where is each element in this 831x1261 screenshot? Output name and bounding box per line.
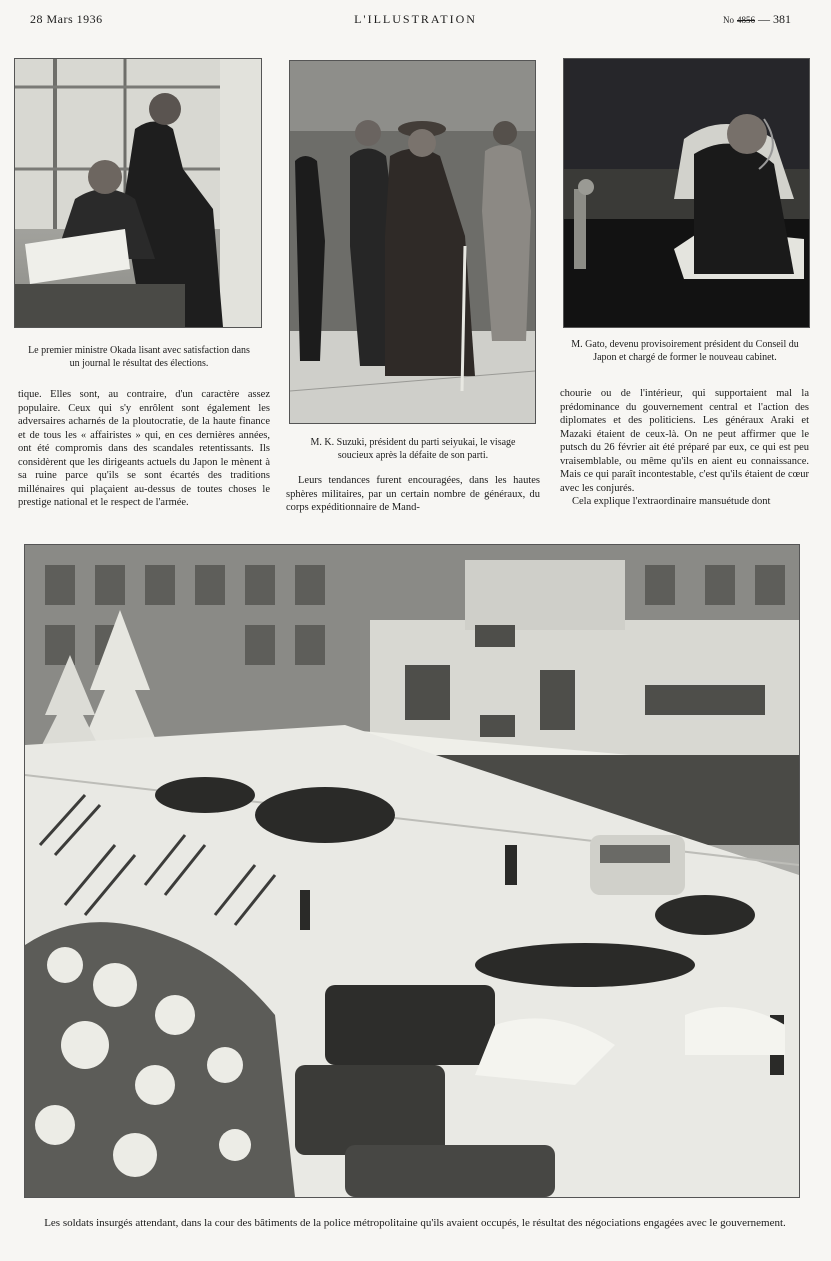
issue-number-prefix: No — [723, 15, 734, 25]
page-header — [0, 12, 831, 30]
article-column-1 — [18, 388, 270, 510]
photo-gato-image — [564, 59, 809, 327]
photo-soldiers-courtyard — [24, 544, 800, 1198]
caption-okada: Le premier ministre Okada lisant avec satisfaction dans un journal le résultat des élections. — [28, 345, 250, 369]
article-col3-paragraph-2: Cela explique l'extraordinaire mansuétude dont — [572, 496, 771, 507]
caption-gato: M. Gato, devenu provisoirement président du Conseil du Japon et chargé de former le nouveau cabinet. — [571, 339, 799, 363]
issue-date: 28 Mars 1936 — [30, 12, 103, 26]
dash: — — [758, 12, 770, 26]
article-column-3 — [560, 387, 809, 509]
page-number: 381 — [773, 12, 791, 26]
magazine-title: L'ILLUSTRATION — [354, 12, 477, 26]
article-col3-paragraph-1: chourie ou de l'intérieur, qui supportaient mal la prédominance du gouvernement central et l'action des diplomates et des politiciens. Les généraux Araki et Mazaki étaient de ceux-là. On ne peut affirmer que le putsch du 26 février ait été préparé par eux, ce qui est peu vraisemblable, ou même qu'ils en aient eu connaissance. Mais ce qui paraît incontestable, c'est qu'ils étaient de cœur avec les conjurés. — [560, 388, 809, 494]
issue-number: 4856 — [737, 15, 755, 25]
caption-soldiers: Les soldats insurgés attendant, dans la cour des bâtiments de la police métropolitaine qu'ils avaient occupés, le résultat des négociations engagées avec le gouvernement. — [44, 1217, 786, 1229]
photo-okada — [14, 58, 262, 328]
photo-okada-image — [15, 59, 261, 327]
photo-suzuki — [289, 60, 536, 424]
caption-suzuki: M. K. Suzuki, président du parti seiyukai, le visage soucieux après la défaite de son parti. — [310, 437, 516, 461]
article-column-2 — [286, 474, 540, 515]
photo-gato — [563, 58, 810, 328]
article-col2-text: Leurs tendances furent encouragées, dans les hautes sphères militaires, par un certain nombre de généraux, du corps expéditionnaire de Mand- — [286, 475, 540, 513]
photo-suzuki-image — [290, 61, 535, 423]
article-col1-text: tique. Elles sont, au contraire, d'un caractère assez populaire. Ceux qui s'y enrôlent sont également les adversaires acharnés de la ploutocratie, de la haute finance et de tous les « affairistes » qui, en ces dernières années, ont été compromis dans des scandales retentissants. Ils considèrent que les dirigeants actuels du Japon le mènent à sa ruine parce qu'ils se sont écartés des traditions millénaires qui plaçaient au-dessus de toutes choses le prestige national et le respect de l'armée. — [18, 389, 270, 508]
page-number-block — [723, 12, 791, 27]
photo-soldiers-image — [25, 545, 799, 1197]
